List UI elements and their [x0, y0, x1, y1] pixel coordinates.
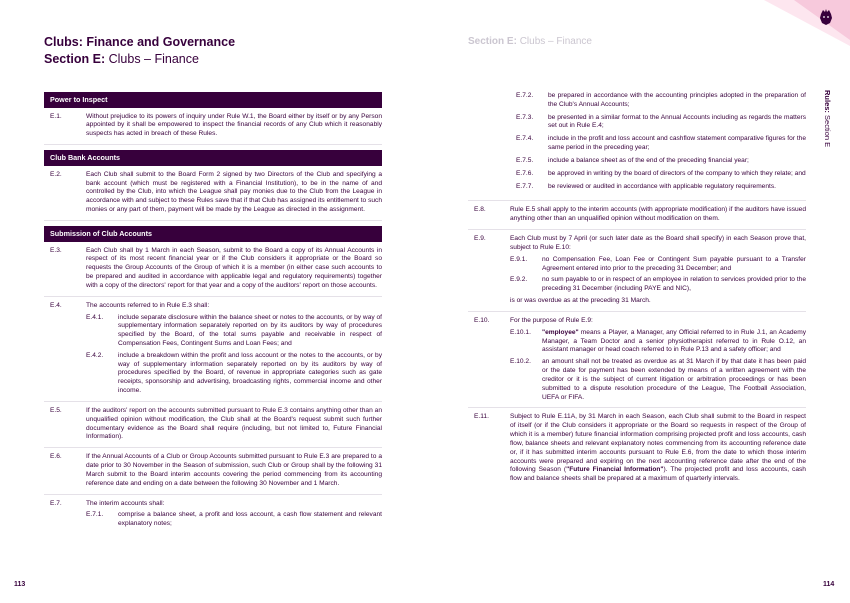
- rule-text: Without prejudice to its powers of inquiry under Rule W.1, the Board either by itself or by any Person appointed by it shall be empowered to inspect the financial records of any Club which it reasonably suspects has acted in breach of these Rules.: [86, 112, 382, 138]
- subrule-text: include a breakdown within the profit and loss account or the notes to the accounts, or by way of supplementary information separately reported on by its auditors by way of procedures specified by the Board, of revenue in appropriate categories such as gate receipts, sponsorship and advertising, broadcasting rights, commercial income and other income.: [118, 351, 382, 395]
- rule-number: E.3.: [50, 246, 62, 254]
- right-column: [468, 92, 806, 494]
- rule-e7: [44, 500, 382, 534]
- premier-league-lion-icon: [818, 8, 834, 26]
- defined-term: "employee": [542, 328, 579, 336]
- rule-e8: [468, 206, 806, 230]
- rule-text: The interim accounts shall:: [86, 499, 165, 507]
- ghost-name: Clubs – Finance: [519, 36, 592, 47]
- rule-number: E.11.: [474, 413, 489, 421]
- subrule-text: be approved in writing by the board of directors of the company to which they relate; and: [548, 169, 806, 177]
- section-title: [44, 51, 235, 68]
- rule-text-part-a: Subject to Rule E.11A, by 31 March in each Season, each Club shall submit to the Board in respect of itself (or if the Club considers it appropriate or the Board so requests in respect of the Group of which it is a member) future financial information comprising projected profit and loss accounts, cash flow, balance sheets and relevant explanatory notes commencing from its accounting reference date or, if it has submitted interim accounts pursuant to Rule E.6, from the date to which those interim accounts were prepared and expiring on the next accounting reference date after the end of the following Season (: [510, 413, 806, 474]
- subrule-e4-1: [86, 314, 382, 349]
- rule-body: [510, 317, 806, 402]
- subrule-number: E.7.6.: [516, 169, 534, 177]
- subrule-text: an amount shall not be treated as overdue as at 31 March if by that date it has been paid or the date for payment has been extended by means of a written agreement with the creditor or it is the subject of current litigation or arbitration proceedings or has been submitted to a dispute resolution procedure of the League, The Football Association, UEFA or FIFA.: [542, 358, 806, 401]
- rule-e7-continued: [468, 92, 806, 201]
- page-title: Clubs: Finance and Governance: [44, 35, 236, 49]
- side-label-bold: Rules:: [823, 90, 833, 113]
- rule-e3: [44, 247, 382, 297]
- subrule-e7-2: [516, 92, 806, 110]
- rule-e5: [44, 407, 382, 448]
- section-header-club-bank-accounts: Club Bank Accounts: [44, 150, 382, 166]
- rule-text: [510, 413, 806, 484]
- rule-e6: [44, 453, 382, 494]
- rule-text: Each Club must by 7 April (or such later date as the Board shall specify) in each Season prove that, subject to Rule E.10:: [510, 235, 806, 251]
- subrule-e4-2: [86, 352, 382, 396]
- rule-number: E.9.: [474, 235, 486, 243]
- subrule-number: E.7.4.: [516, 135, 534, 143]
- rule-body: [86, 302, 382, 396]
- rule-number: E.6.: [50, 453, 62, 461]
- rule-number: E.7.: [50, 499, 62, 507]
- subrule-e7-4: [516, 135, 806, 153]
- subrule-number: E.4.2.: [86, 351, 104, 359]
- subrule-e7-1: [86, 511, 382, 529]
- subrule-text: be prepared in accordance with the accounting principles adopted in the preparation of the Club's Annual Accounts;: [548, 92, 806, 108]
- rule-e9: [468, 235, 806, 312]
- left-column: [44, 92, 382, 539]
- side-label-rest: Section E: [823, 115, 833, 148]
- rule-text: If the auditors' report on the accounts submitted pursuant to Rule E.3 contains anything other than an unqualified opinion without modification, the Club shall at the Board's request submit such further documentary evidence as the Board shall require (including, but not limited to, Future Financial Information).: [86, 406, 382, 441]
- rule-body: [510, 235, 806, 306]
- subrule-number: E.7.1.: [86, 511, 104, 519]
- subrule-e7-6: [516, 170, 806, 179]
- subrule-number: E.9.1.: [510, 255, 528, 263]
- rule-number: E.8.: [474, 206, 486, 214]
- rule-e2: [44, 171, 382, 221]
- subrule-text: no Compensation Fee, Loan Fee or Contingent Sum payable pursuant to a Transfer Agreement entered into prior to the preceding 31 December; and: [542, 255, 806, 272]
- ghost-prefix: Section E:: [468, 36, 517, 47]
- subrule-e9-2: [510, 276, 806, 294]
- corner-graphic: [764, 0, 850, 46]
- defined-term: "Future Financial Information": [566, 466, 664, 474]
- subrule-number: E.10.1.: [510, 328, 531, 336]
- rule-e11: [468, 413, 806, 489]
- subrule-text: no sum payable to or in respect of an employee in relation to services provided prior to the preceding 31 December (including PAYE and NIC),: [542, 276, 806, 293]
- subrule-e7-7: [516, 183, 806, 192]
- rule-e4: [44, 302, 382, 402]
- subrule-text: be presented in a similar format to the Annual Accounts including as regards the matters set out in Rule E.4;: [548, 113, 806, 130]
- rule-number: E.5.: [50, 406, 62, 414]
- subrule-text: [542, 329, 806, 355]
- rule-number: E.4.: [50, 301, 62, 309]
- rule-body: [86, 500, 382, 529]
- subrule-number: E.7.7.: [516, 182, 534, 190]
- rule-tail-text: is or was overdue as at the preceding 31 March.: [510, 297, 651, 305]
- rule-text: Rule E.5 shall apply to the interim accounts (with appropriate modification) if the auditors have issued anything other than an unqualified opinion without modification on them.: [510, 206, 806, 223]
- rule-e1: [44, 113, 382, 145]
- subrule-e10-2: [510, 358, 806, 402]
- subrule-text: be reviewed or audited in accordance with applicable regulatory requirements.: [548, 182, 776, 190]
- section-header-power-to-inspect: Power to Inspect: [44, 92, 382, 108]
- subrule-text: comprise a balance sheet, a profit and loss account, a cash flow statement and relevant explanatory notes;: [118, 511, 382, 528]
- rule-number: E.10.: [474, 316, 490, 324]
- subrule-e9-1: [510, 256, 806, 274]
- rule-number: E.1.: [50, 112, 62, 120]
- section-prefix: Section E:: [44, 51, 106, 66]
- subrule-number: E.7.2.: [516, 92, 534, 99]
- rule-text: Each Club shall by 1 March in each Season, submit to the Board a copy of its Annual Accounts in respect of its most recent financial year or if the Club considers it appropriate or the Board so requests the Group Accounts of the Group of which it is a member (in either case such accounts to be prepared and audited in accordance with applicable legal and regulatory requirements) together with a copy of the directors' report for that year and a copy of the auditors' report on those accounts.: [86, 246, 382, 289]
- rule-e10: [468, 317, 806, 408]
- side-rules-label: [822, 90, 832, 147]
- subrule-text: include a balance sheet as of the end of the preceding financial year;: [548, 156, 749, 164]
- ghost-section-title: [468, 35, 592, 48]
- subrule-text: include in the profit and loss account and cashflow statement comparative figures for the same period in the preceding year;: [548, 135, 806, 152]
- subrule-e7-5: [516, 157, 806, 166]
- definition-text: means a Player, a Manager, any Official referred to in Rule J.1, an Academy Manager, a Team Doctor and a senior physiotherapist referred to in Rule O.12, an assistant manager or head coach referred to in Rule P.13 and a safety officer; and: [542, 328, 806, 354]
- subrule-number: E.4.1.: [86, 313, 104, 321]
- rule-text-part-b: ). The projected profit and loss accounts, cash flow and balance sheets shall be prepared at a maximum of quarterly intervals.: [510, 466, 806, 483]
- page-number-left: 113: [14, 581, 26, 588]
- page-number-right: 114: [823, 581, 835, 588]
- subrule-e10-1: [510, 329, 806, 355]
- subrule-text: include separate disclosure within the balance sheet or notes to the accounts, or by way of supplementary information separately reported on by its auditors by way of procedures specified by the Board, of the total sums payable and receivable in respect of Compensation Fees, Contingent Sums and Loan Fees; and: [118, 313, 382, 347]
- section-header-submission-of-club-accounts: Submission of Club Accounts: [44, 226, 382, 242]
- section-name: Clubs – Finance: [108, 51, 199, 66]
- subrule-number: E.9.2.: [510, 276, 528, 284]
- subrule-number: E.7.5.: [516, 156, 534, 164]
- subrule-number: E.10.2.: [510, 358, 531, 366]
- rule-text: Each Club shall submit to the Board Form 2 signed by two Directors of the Club and specifying a bank account (which must be registered with a Financial Institution), to be in the name of and controlled by the Club, into which the League shall pay monies due to the Club from the League in accordance with and subject to these Rules save that if that Club has assigned its entitlement to such monies or any part of them, payment will be made by the League as directed in the assignment.: [86, 170, 382, 214]
- page-title-block: [44, 34, 235, 68]
- rule-text: The accounts referred to in Rule E.3 shall:: [86, 301, 210, 309]
- rule-text: If the Annual Accounts of a Club or Group Accounts submitted pursuant to Rule E.3 are prepared to a date prior to 30 November in the Season of submission, such Club or Group shall by the following 31 March submit to the Board interim accounts covering the period commencing from its accounting reference date and ending on a date between the following 30 November and 1 March.: [86, 453, 382, 487]
- rule-number: E.2.: [50, 170, 62, 178]
- rule-text: For the purpose of Rule E.9:: [510, 316, 593, 324]
- subrule-number: E.7.3.: [516, 113, 534, 121]
- subrule-e7-3: [516, 114, 806, 132]
